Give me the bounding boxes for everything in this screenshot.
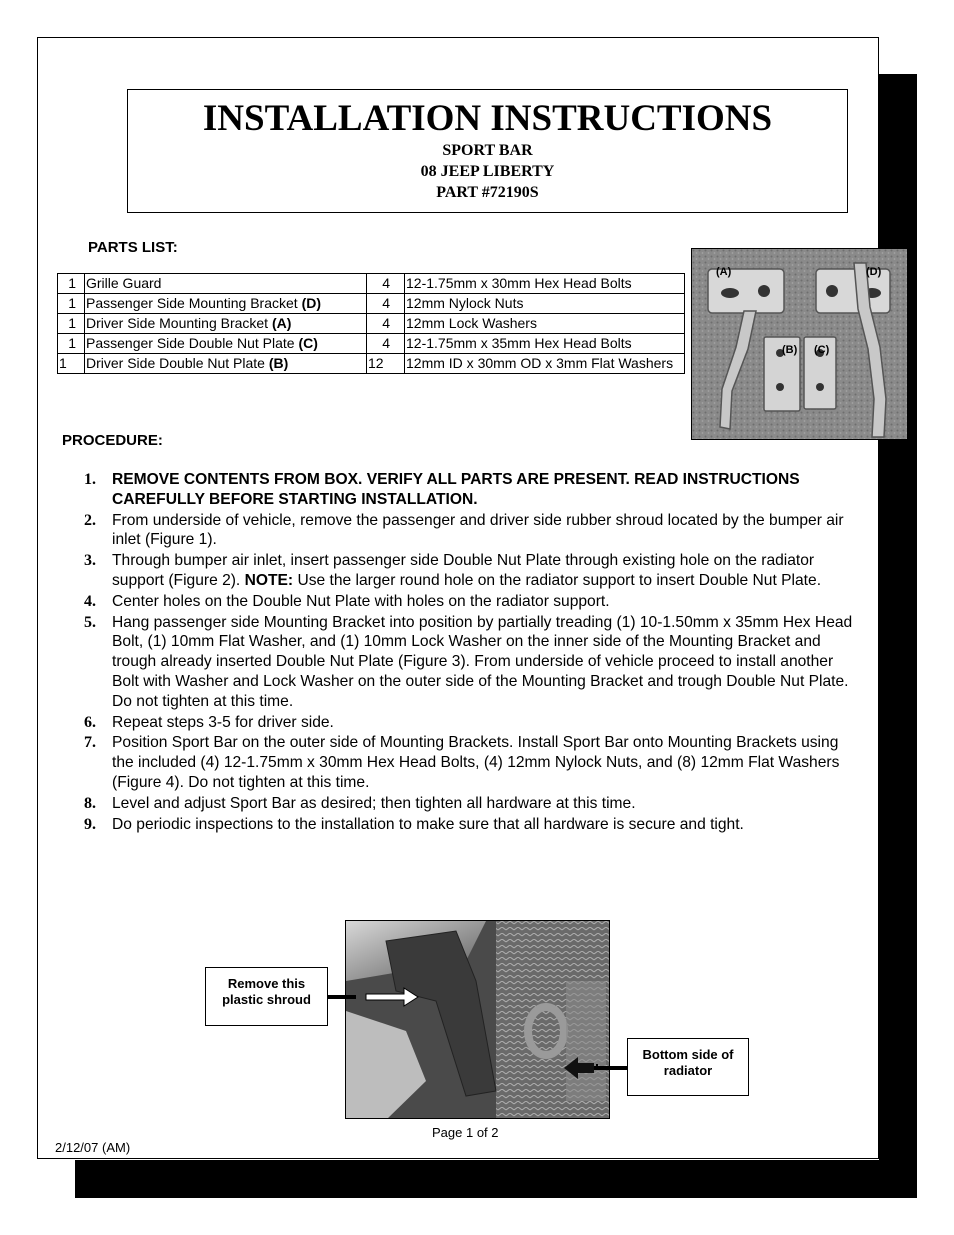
list-item: 2. From underside of vehicle, remove the passenger and driver side rubber shroud located by the bumper air inlet (Figure 1). [84, 511, 844, 549]
list-item: 5. Hang passenger side Mounting Bracket into position by partially treading (1) 10-1.50mm x 35mm Hex Head Bolt, (1) 10mm Flat Washer, and (1) 10mm Lock Washer on the inner side of the Mounting Bracket and trough already inserted Double Nut Plate (Figure 3). From underside of vehicle proceed to install another Bolt with Washer and Lock Washer on the outer side of the Mounting Bracket and trough Double Nut Plate. Do not tighten at this time. [84, 613, 853, 710]
table-row [58, 274, 685, 294]
qty-cell: 1 [58, 294, 85, 314]
callout-bottom-radiator: Bottom side of radiator [627, 1038, 749, 1096]
label-a: (A) [716, 266, 732, 278]
parts-table [57, 273, 685, 374]
table-row [58, 314, 685, 334]
parts-photo [691, 248, 908, 440]
procedure-heading: PROCEDURE: [62, 432, 163, 449]
list-item: 1. REMOVE CONTENTS FROM BOX. VERIFY ALL PARTS ARE PRESENT. READ INSTRUCTIONS CAREFULLY BEFORE STARTING INSTALLATION. [84, 471, 800, 508]
revision-date: 2/12/07 (AM) [55, 1140, 131, 1155]
item-cell: 12-1.75mm x 30mm Hex Head Bolts [405, 274, 685, 294]
bracket-d-hole [826, 285, 838, 297]
item-cell: Passenger Side Mounting Bracket (D) [85, 294, 367, 314]
item-cell: Grille Guard [85, 274, 367, 294]
list-item: 8. Level and adjust Sport Bar as desired; then tighten all hardware at this time. [84, 794, 636, 812]
parts-list-heading: PARTS LIST: [88, 239, 178, 256]
item-cell: Driver Side Mounting Bracket (A) [85, 314, 367, 334]
bracket-a-hole [721, 288, 739, 298]
figure-1-photo [345, 920, 610, 1119]
list-item: 3. Through bumper air inlet, insert passenger side Double Nut Plate through existing hole on the radiator support (Figure 2). NOTE: Use the larger round hole on the radiator support to insert Double Nut Plate. [84, 552, 822, 589]
qty-cell: 12 [367, 354, 405, 374]
parts-photo-drawing [692, 249, 908, 440]
part-number: PART #72190S [436, 184, 539, 201]
table-row [58, 294, 685, 314]
page-number: Page 1 of 2 [432, 1125, 499, 1140]
qty-cell: 4 [367, 294, 405, 314]
callout-connector-right [594, 1066, 627, 1070]
list-item: 9. Do periodic inspections to the installation to make sure that all hardware is secure and tight. [84, 815, 744, 833]
qty-cell: 1 [58, 314, 85, 334]
qty-cell: 1 [58, 274, 85, 294]
callout-remove-shroud: Remove this plastic shroud [205, 967, 328, 1026]
item-cell: Passenger Side Double Nut Plate (C) [85, 334, 367, 354]
list-item: 4. Center holes on the Double Nut Plate with holes on the radiator support. [84, 592, 610, 610]
item-cell: 12mm Nylock Nuts [405, 294, 685, 314]
qty-cell: 4 [367, 274, 405, 294]
table-row [58, 334, 685, 354]
item-cell: Driver Side Double Nut Plate (B) [85, 354, 367, 374]
bracket-a-hole [758, 285, 770, 297]
callout-connector-left [328, 995, 356, 999]
qty-cell: 4 [367, 314, 405, 334]
figure-1-drawing [346, 921, 610, 1119]
item-cell: 12mm Lock Washers [405, 314, 685, 334]
vehicle-name: 08 JEEP LIBERTY [420, 163, 555, 180]
label-d: (D) [866, 266, 882, 278]
list-item: 6. Repeat steps 3-5 for driver side. [84, 713, 334, 731]
table-row [58, 354, 685, 374]
qty-cell: 1 [58, 354, 85, 374]
item-cell: 12-1.75mm x 35mm Hex Head Bolts [405, 334, 685, 354]
label-c: (C) [814, 344, 830, 356]
page-shadow-right [879, 74, 917, 1198]
procedure-steps [84, 470, 854, 835]
qty-cell: 1 [58, 334, 85, 354]
item-cell: 12mm ID x 30mm OD x 3mm Flat Washers [405, 354, 685, 374]
product-name: SPORT BAR [442, 142, 533, 159]
page-shadow-bottom [75, 1160, 917, 1198]
title-box [127, 89, 848, 213]
label-b: (B) [782, 344, 798, 356]
list-item: 7. Position Sport Bar on the outer side of Mounting Brackets. Install Sport Bar onto Mounting Brackets using the included (4) 12-1.75mm x 30mm Hex Head Bolts, (4) 12mm Nylock Nuts, and (8) 12mm Flat Washers (Figure 4). Do not tighten at this time. [84, 734, 840, 791]
qty-cell: 4 [367, 334, 405, 354]
document-title: INSTALLATION INSTRUCTIONS [202, 98, 773, 139]
